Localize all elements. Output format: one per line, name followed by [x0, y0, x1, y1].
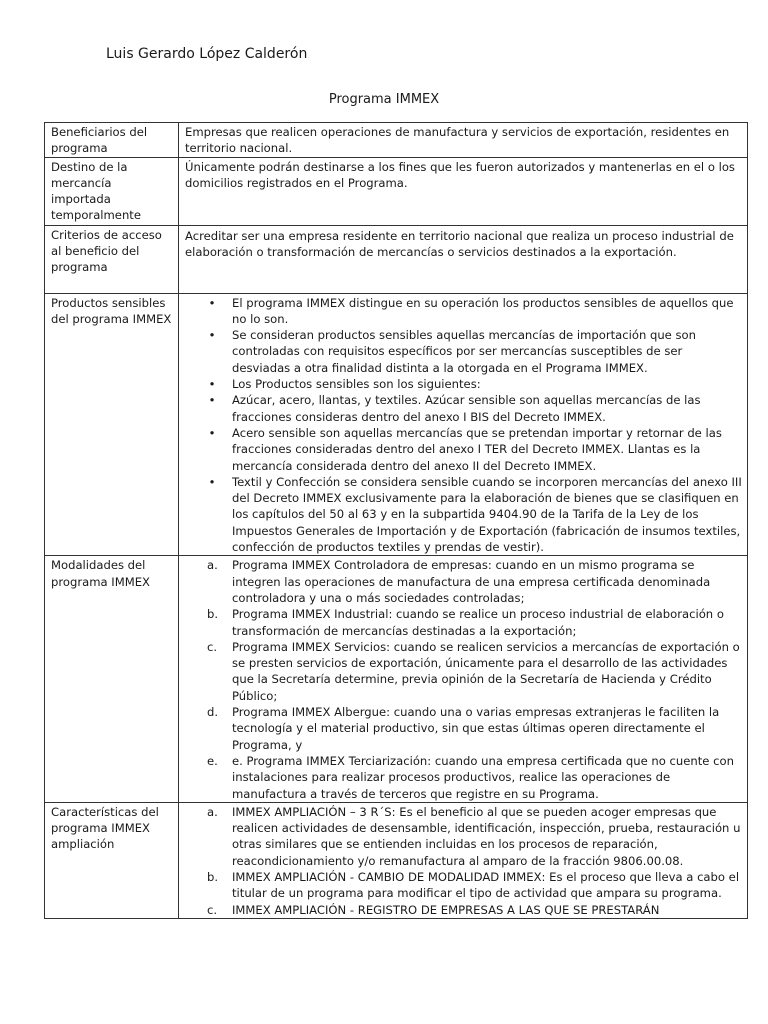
- list-item-text: El programa IMMEX distingue en su operación los productos sensibles de aquellos que no lo son.: [232, 295, 734, 326]
- list-item-text: Textil y Confección se considera sensible cuando se incorporen mercancías del anexo III del Decreto IMMEX exclusivamente para la elaboración de bienes que se clasifiquen en los capítulos del 50 al 63 y en la subpartida 9404.90 de la Tarifa de la Ley de los Impuestos Generales de Importación y de Exportación (fabricación de insumos textiles, confección de productos textiles y prendas de vestir).: [232, 474, 742, 555]
- list-marker: a.: [207, 804, 218, 819]
- table-row: [45, 556, 748, 802]
- row-label: Productos sensibles del programa IMMEX: [45, 293, 179, 556]
- list-item: [185, 295, 742, 328]
- list-marker: c.: [207, 902, 218, 917]
- list-item: [185, 869, 742, 902]
- list-item: [185, 327, 742, 376]
- row-label: Modalidades del programa IMMEX: [45, 556, 179, 802]
- bullet-list: [185, 295, 742, 556]
- bullet-marker: •: [208, 474, 216, 489]
- modalities-list: [185, 557, 742, 801]
- row-content: Únicamente podrán destinarse a los fines que les fueron autorizados y mantenerlas en el o los domicilios registrados en el Programa.: [179, 157, 748, 225]
- ampliacion-list: [185, 804, 742, 918]
- row-content: [179, 802, 748, 918]
- bullet-marker: •: [208, 393, 216, 408]
- list-item: [185, 753, 742, 802]
- list-item-text: Los Productos sensibles son los siguientes:: [232, 377, 481, 392]
- list-item: [185, 704, 742, 753]
- row-label: Características del programa IMMEX ampliación: [45, 802, 179, 918]
- list-marker: c.: [207, 639, 218, 654]
- list-item: [185, 392, 742, 425]
- list-item-text: Programa IMMEX Controladora de empresas: cuando en un mismo programa se integren las operaciones de manufactura de una empresa certificada denominada controladora y una o más sociedades controladas;: [232, 558, 711, 605]
- row-label: Criterios de acceso al beneficio del programa: [45, 225, 179, 293]
- document-title: Programa IMMEX: [328, 92, 440, 107]
- list-item-text: Programa IMMEX Industrial: cuando se realice un proceso industrial de elaboración o transformación de mercancías destinadas a la exportación;: [232, 607, 724, 638]
- list-item-text: Azúcar, acero, llantas, y textiles. Azúcar sensible son aquellas mercancías de las fracciones consideras dentro del anexo I BIS del Decreto IMMEX.: [232, 393, 701, 424]
- row-content: [179, 293, 748, 556]
- list-item-text: Programa IMMEX Servicios: cuando se realicen servicios a mercancías de exportación o se presten servicios de exportación, únicamente para el desarrollo de las actividades que la Secretaría determine, previa opinión de la Secretaría de Hacienda y Crédito Público;: [232, 639, 740, 703]
- list-item-text: e. Programa IMMEX Terciarización: cuando una empresa certificada que no cuente con instalaciones para realizar procesos productivos, realice las operaciones de manufactura a través de terceros que registre en su Programa.: [232, 753, 734, 801]
- row-content: Acreditar ser una empresa residente en territorio nacional que realiza un proceso industrial de elaboración o transformación de mercancías o servicios destinados a la exportación.: [179, 225, 748, 293]
- table-row: [45, 802, 748, 918]
- list-item: [185, 474, 742, 555]
- list-item: [185, 639, 742, 704]
- row-label: Destino de la mercancía importada temporalmente: [45, 157, 179, 225]
- table-row: [45, 225, 748, 293]
- bullet-marker: •: [208, 295, 216, 310]
- list-item: [185, 606, 742, 639]
- row-label: Beneficiarios del programa: [45, 123, 179, 158]
- bullet-marker: •: [208, 425, 216, 440]
- row-content: [179, 556, 748, 802]
- list-marker: a.: [207, 558, 218, 573]
- list-item-text: IMMEX AMPLIACIÓN - CAMBIO DE MODALIDAD IMMEX: Es el proceso que lleva a cabo el titular de un programa para modificar el tipo de actividad que ampara su programa.: [232, 869, 740, 901]
- list-item-text: IMMEX AMPLIACIÓN – 3 R´S: Es el beneficio al que se pueden acoger empresas que realicen actividades de desensamble, identificación, inspección, prueba, restauración u otras similares que se entienden incluidas en los procesos de reparación, reacondicionamiento y/o remanufactura al amparo de la fracción 9806.00.08.: [232, 804, 741, 868]
- table-row: [45, 293, 748, 556]
- author-name: Luis Gerardo López Calderón: [106, 46, 308, 62]
- list-item-text: Acero sensible son aquellas mercancías que se pretendan importar y retornar de las fracciones consideradas dentro del anexo I TER del Decreto IMMEX. Llantas es la mercancía considerada dentro del anexo II del Decreto IMMEX.: [232, 425, 722, 473]
- bullet-marker: •: [208, 377, 216, 392]
- list-marker: b.: [207, 869, 219, 884]
- list-item: [185, 376, 742, 392]
- list-item: [185, 425, 742, 474]
- table-row: [45, 123, 748, 158]
- list-item-text: IMMEX AMPLIACIÓN - REGISTRO DE EMPRESAS A LAS QUE SE PRESTARÁN: [232, 902, 660, 917]
- list-marker: d.: [207, 705, 219, 720]
- list-item-text: Programa IMMEX Albergue: cuando una o varias empresas extranjeras le faciliten la tecnología y el material productivo, sin que estas últimas operen directamente el Programa, y: [232, 705, 720, 752]
- list-marker: e.: [207, 753, 218, 768]
- table-row: [45, 157, 748, 225]
- list-item-text: Se consideran productos sensibles aquellas mercancías de importación que son controladas con requisitos específicos por ser mercancías susceptibles de ser desviadas a otra finalidad distinta a la otorgada en el Programa IMMEX.: [232, 328, 696, 375]
- list-item: [185, 804, 742, 869]
- list-item: [185, 902, 742, 918]
- bullet-marker: •: [208, 328, 216, 343]
- list-item: [185, 557, 742, 606]
- immex-table: [44, 122, 748, 919]
- list-marker: b.: [207, 607, 219, 622]
- row-content: Empresas que realicen operaciones de manufactura y servicios de exportación, residentes en territorio nacional.: [179, 123, 748, 158]
